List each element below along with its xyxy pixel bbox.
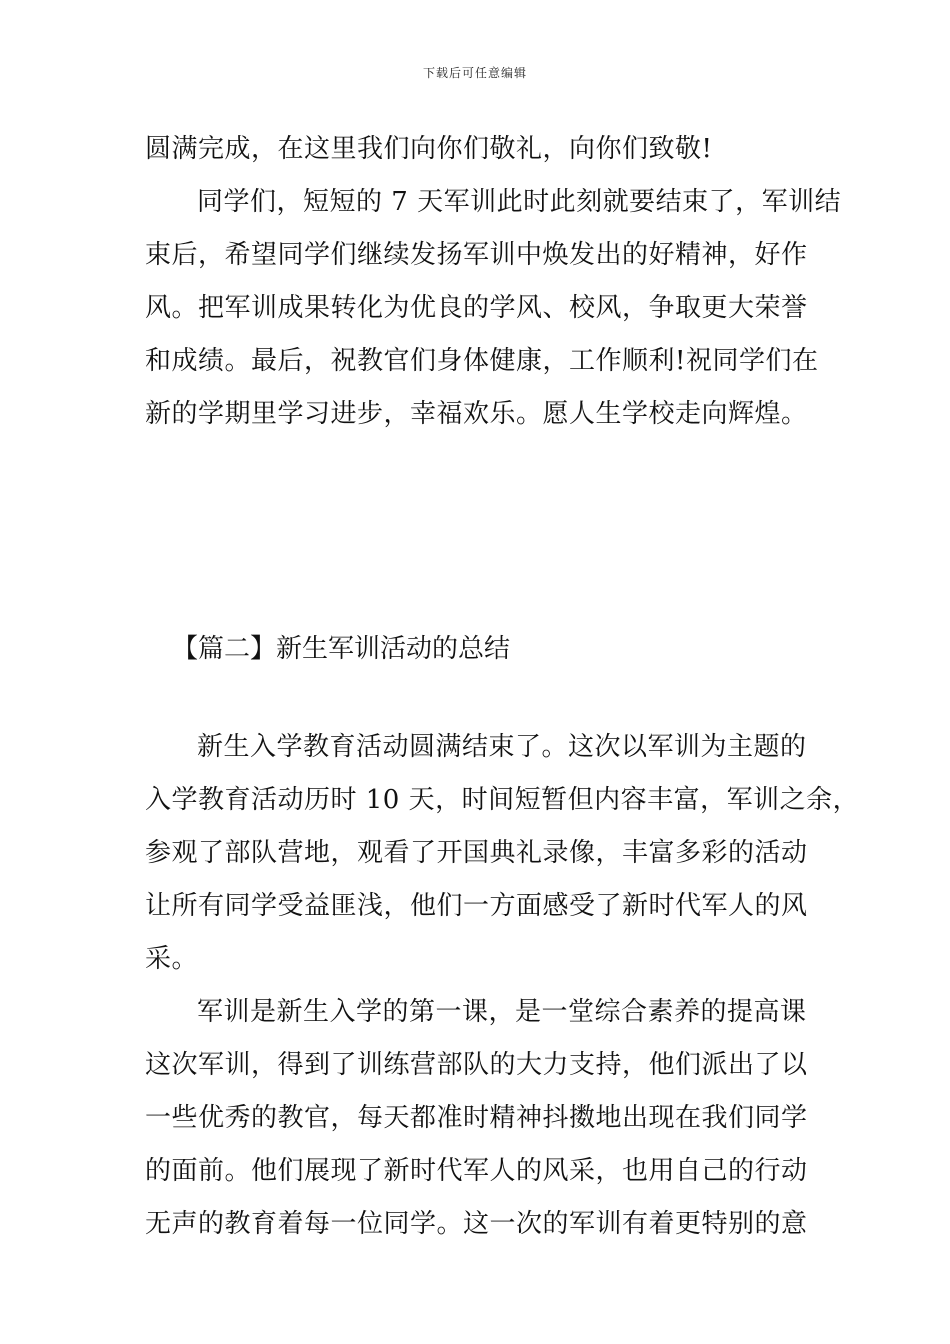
text-line: 同学们，短短的 7 天军训此时此刻就要结束了，军训结 xyxy=(197,187,842,217)
text-line: 新生入学教育活动圆满结束了。这次以军训为主题的 xyxy=(197,732,807,762)
text-line: 采。 xyxy=(145,944,199,974)
text-line: 圆满完成，在这里我们向你们敬礼，向你们致敬! xyxy=(145,134,713,164)
text-line: 和成绩。最后，祝教官们身体健康，工作顺利!祝同学们在 xyxy=(145,346,819,376)
text-line: 束后，希望同学们继续发扬军训中焕发出的好精神，好作 xyxy=(145,240,808,270)
body-text-part2 xyxy=(145,721,860,1251)
text-line: 参观了部队营地，观看了开国典礼录像，丰富多彩的活动 xyxy=(145,838,808,868)
text-line: 新的学期里学习进步，幸福欢乐。愿人生学校走向辉煌。 xyxy=(145,399,808,429)
text-line: 一些优秀的教官，每天都准时精神抖擞地出现在我们同学 xyxy=(145,1103,808,1133)
text-line: 的面前。他们展现了新时代军人的风采，也用自己的行动 xyxy=(145,1156,808,1186)
text-line: 入学教育活动历时 10 天，时间短暂但内容丰富，军训之余， xyxy=(145,785,860,815)
body-text-part1 xyxy=(145,123,842,441)
text-line: 让所有同学受益匪浅，他们一方面感受了新时代军人的风 xyxy=(145,891,808,921)
text-line: 军训是新生入学的第一课，是一堂综合素养的提高课 xyxy=(197,997,807,1027)
text-line: 这次军训，得到了训练营部队的大力支持，他们派出了以 xyxy=(145,1050,808,1080)
text-line: 无声的教育着每一位同学。这一次的军训有着更特别的意 xyxy=(145,1209,808,1239)
text-line: 风。把军训成果转化为优良的学风、校风，争取更大荣誉 xyxy=(145,293,808,323)
header-note: 下载后可任意编辑 xyxy=(422,66,527,80)
section-heading: 【篇二】新生军训活动的总结 xyxy=(172,634,511,664)
